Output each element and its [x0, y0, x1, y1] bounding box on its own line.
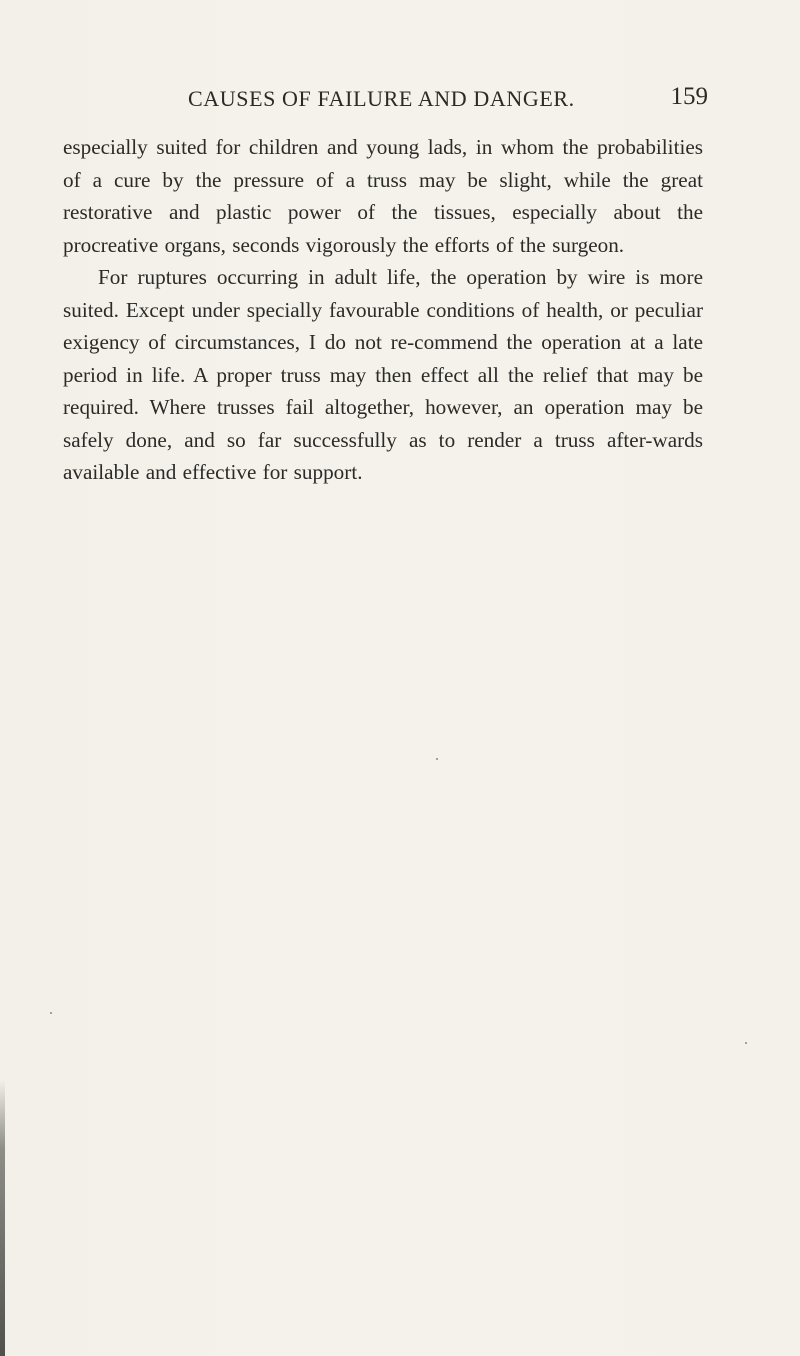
paper-speck	[436, 758, 438, 760]
page-number: 159	[670, 83, 708, 110]
running-head	[188, 83, 708, 116]
body-text	[63, 131, 703, 489]
binding-edge-shadow	[0, 1080, 5, 1356]
paragraph-continued: especially suited for children and young lads, in whom the probabilities of a cure by the pressure of a truss may be slight, while the great restorative and plastic power of the tissues, especially about the procreative organs, seconds vigorously the efforts of the surgeon.	[63, 135, 703, 257]
running-title: CAUSES OF FAILURE AND DANGER.	[188, 86, 575, 111]
paragraph: For ruptures occurring in adult life, the operation by wire is more suited. Except under specially favourable conditions of health, or peculiar exigency of circumstances, I do not re-commend the operation at a late period in life. A proper truss may then effect all the relief that may be required. Where trusses fail altogether, however, an operation may be safely done, and so far successfully as to render a truss after-wards available and effective for support.	[63, 265, 703, 484]
paper-speck	[745, 1042, 747, 1044]
paper-speck	[50, 1012, 52, 1014]
